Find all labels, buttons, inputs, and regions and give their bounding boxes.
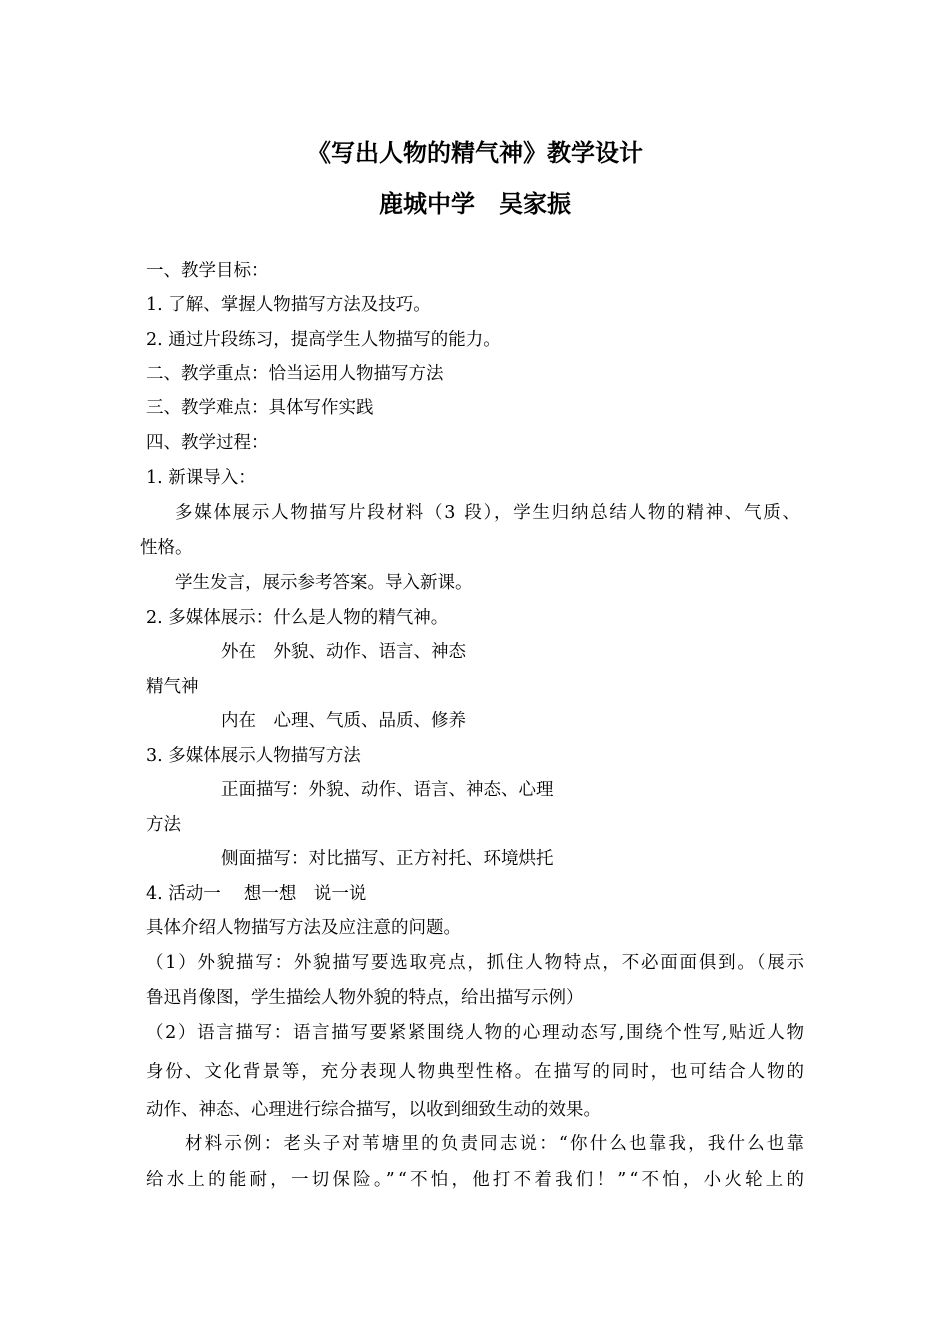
- diagram-root: 精气神: [146, 677, 199, 697]
- process-step: 3. 多媒体展示人物描写方法: [146, 746, 361, 766]
- process-step: 2. 多媒体展示：什么是人物的精气神。: [146, 608, 449, 628]
- goal-item: 2. 通过片段练习，提高学生人物描写的能力。: [146, 330, 501, 350]
- diagram-root: 方法: [146, 815, 181, 835]
- diagram-branch: 侧面描写：对比描写、正方衬托、环境烘托: [221, 849, 554, 869]
- paragraph-line: 多媒体展示人物描写片段材料（3 段），学生归纳总结人物的精神、气质、: [175, 503, 802, 523]
- section-heading-focus: 二、教学重点：恰当运用人物描写方法: [146, 364, 444, 384]
- paragraph-line: 给水上的能耐，一切保险。”“不怕，他打不着我们！”“不怕，小火轮上的: [146, 1170, 808, 1190]
- paragraph-line: 鲁迅肖像图，学生描绘人物外貌的特点，给出描写示例）: [146, 988, 584, 1008]
- section-heading-process: 四、教学过程：: [146, 433, 269, 453]
- paragraph-line: 学生发言，展示参考答案。导入新课。: [175, 573, 473, 593]
- paragraph-line: （2）语言描写：语言描写要紧紧围绕人物的心理动态写,围绕个性写,贴近人物: [146, 1023, 806, 1043]
- diagram-branch: 正面描写：外貌、动作、语言、神态、心理: [221, 780, 554, 800]
- document-title: 《写出人物的精气神》教学设计: [307, 139, 643, 167]
- goal-item: 1. 了解、掌握人物描写方法及技巧。: [146, 295, 431, 315]
- diagram-branch: 外在 外貌、动作、语言、神态: [221, 642, 466, 662]
- paragraph-line: 性格。: [140, 538, 193, 558]
- process-step: 1. 新课导入：: [146, 468, 256, 488]
- paragraph-line: 身份、文化背景等，充分表现人物典型性格。在描写的同时，也可结合人物的: [146, 1062, 806, 1082]
- process-step: 4. 活动一 想一想 说一说: [146, 884, 367, 904]
- section-heading-difficulty: 三、教学难点：具体写作实践: [146, 398, 374, 418]
- paragraph-line: 材料示例：老头子对苇塘里的负责同志说：“你什么也靠我，我什么也靠: [185, 1134, 807, 1154]
- diagram-branch: 内在 心理、气质、品质、修养: [221, 711, 466, 731]
- section-heading-goals: 一、教学目标：: [146, 261, 269, 281]
- paragraph-line: （1）外貌描写：外貌描写要选取亮点，抓住人物特点，不必面面俱到。（展示: [146, 953, 806, 973]
- author-line: 鹿城中学 吴家振: [379, 190, 571, 218]
- paragraph-line: 动作、神态、心理进行综合描写，以收到细致生动的效果。: [146, 1100, 601, 1120]
- paragraph-line: 具体介绍人物描写方法及应注意的问题。: [146, 918, 461, 938]
